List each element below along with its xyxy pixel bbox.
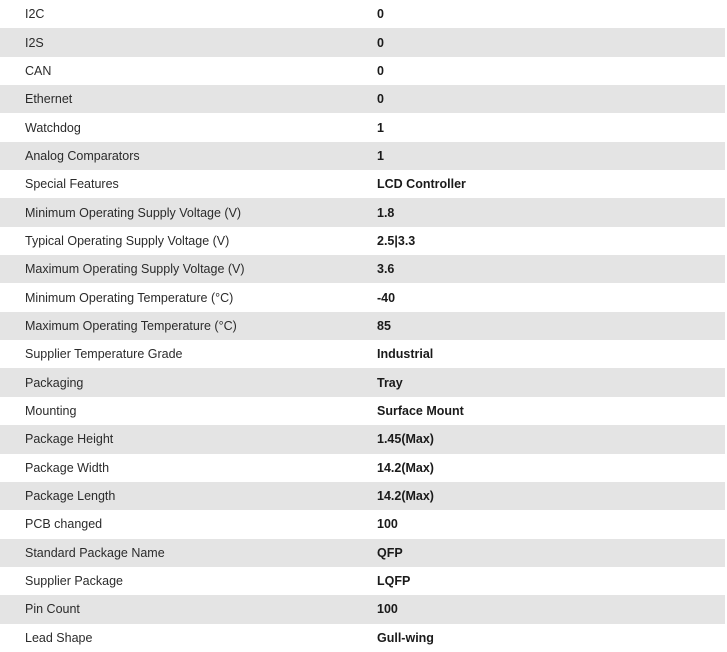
spec-value: 1 <box>377 148 384 163</box>
spec-label: Ethernet <box>25 92 73 107</box>
table-row <box>0 567 725 595</box>
table-row <box>0 142 725 170</box>
spec-value: 0 <box>377 35 384 50</box>
table-row <box>0 0 725 28</box>
spec-value: QFP <box>377 545 403 560</box>
spec-label: Analog Comparators <box>25 148 140 163</box>
spec-label: Packaging <box>25 375 84 390</box>
table-row <box>0 454 725 482</box>
spec-label: Package Height <box>25 432 114 447</box>
table-row <box>0 539 725 567</box>
spec-label: Supplier Package <box>25 574 123 589</box>
spec-label: Pin Count <box>25 602 80 617</box>
table-row <box>0 510 725 538</box>
spec-label: Lead Shape <box>25 630 93 645</box>
spec-label: I2S <box>25 35 44 50</box>
spec-value: LQFP <box>377 574 411 589</box>
spec-label: CAN <box>25 63 52 78</box>
spec-value: Surface Mount <box>377 403 464 418</box>
table-row <box>0 624 725 652</box>
spec-label: Mounting <box>25 403 77 418</box>
spec-label: Minimum Operating Temperature (°C) <box>25 290 234 305</box>
spec-value: Tray <box>377 375 403 390</box>
table-row <box>0 368 725 396</box>
spec-label: Package Length <box>25 489 116 504</box>
spec-value: Gull-wing <box>377 630 434 645</box>
spec-label: Special Features <box>25 177 119 192</box>
table-row <box>0 340 725 368</box>
spec-value: 85 <box>377 318 391 333</box>
spec-value: 2.5|3.3 <box>377 233 416 248</box>
spec-value: 0 <box>377 7 384 22</box>
spec-value: 14.2(Max) <box>377 489 434 504</box>
spec-value: 1.8 <box>377 205 395 220</box>
spec-label: Watchdog <box>25 120 81 135</box>
spec-label: Standard Package Name <box>25 545 165 560</box>
spec-value: LCD Controller <box>377 177 466 192</box>
table-row <box>0 425 725 453</box>
spec-label: Maximum Operating Supply Voltage (V) <box>25 262 245 277</box>
spec-label: Minimum Operating Supply Voltage (V) <box>25 205 242 220</box>
table-row <box>0 397 725 425</box>
table-row <box>0 85 725 113</box>
spec-value: -40 <box>377 290 396 305</box>
table-row <box>0 113 725 141</box>
spec-label: Typical Operating Supply Voltage (V) <box>25 233 230 248</box>
spec-value: 0 <box>377 92 384 107</box>
spec-value: 100 <box>377 602 398 617</box>
spec-value: Industrial <box>377 347 434 362</box>
table-row <box>0 57 725 85</box>
spec-value: 0 <box>377 63 384 78</box>
table-row <box>0 198 725 226</box>
table-row <box>0 595 725 623</box>
spec-value: 1 <box>377 120 384 135</box>
table-row <box>0 227 725 255</box>
spec-label: Package Width <box>25 460 110 475</box>
spec-value: 14.2(Max) <box>377 460 434 475</box>
table-row <box>0 482 725 510</box>
table-row <box>0 28 725 56</box>
table-row <box>0 170 725 198</box>
spec-label: I2C <box>25 7 45 22</box>
table-row <box>0 283 725 311</box>
table-row <box>0 312 725 340</box>
table-row <box>0 255 725 283</box>
spec-value: 1.45(Max) <box>377 432 434 447</box>
spec-value: 100 <box>377 517 398 532</box>
spec-label: Supplier Temperature Grade <box>25 347 183 362</box>
spec-label: PCB changed <box>25 517 103 532</box>
spec-label: Maximum Operating Temperature (°C) <box>25 318 237 333</box>
spec-value: 3.6 <box>377 262 395 277</box>
